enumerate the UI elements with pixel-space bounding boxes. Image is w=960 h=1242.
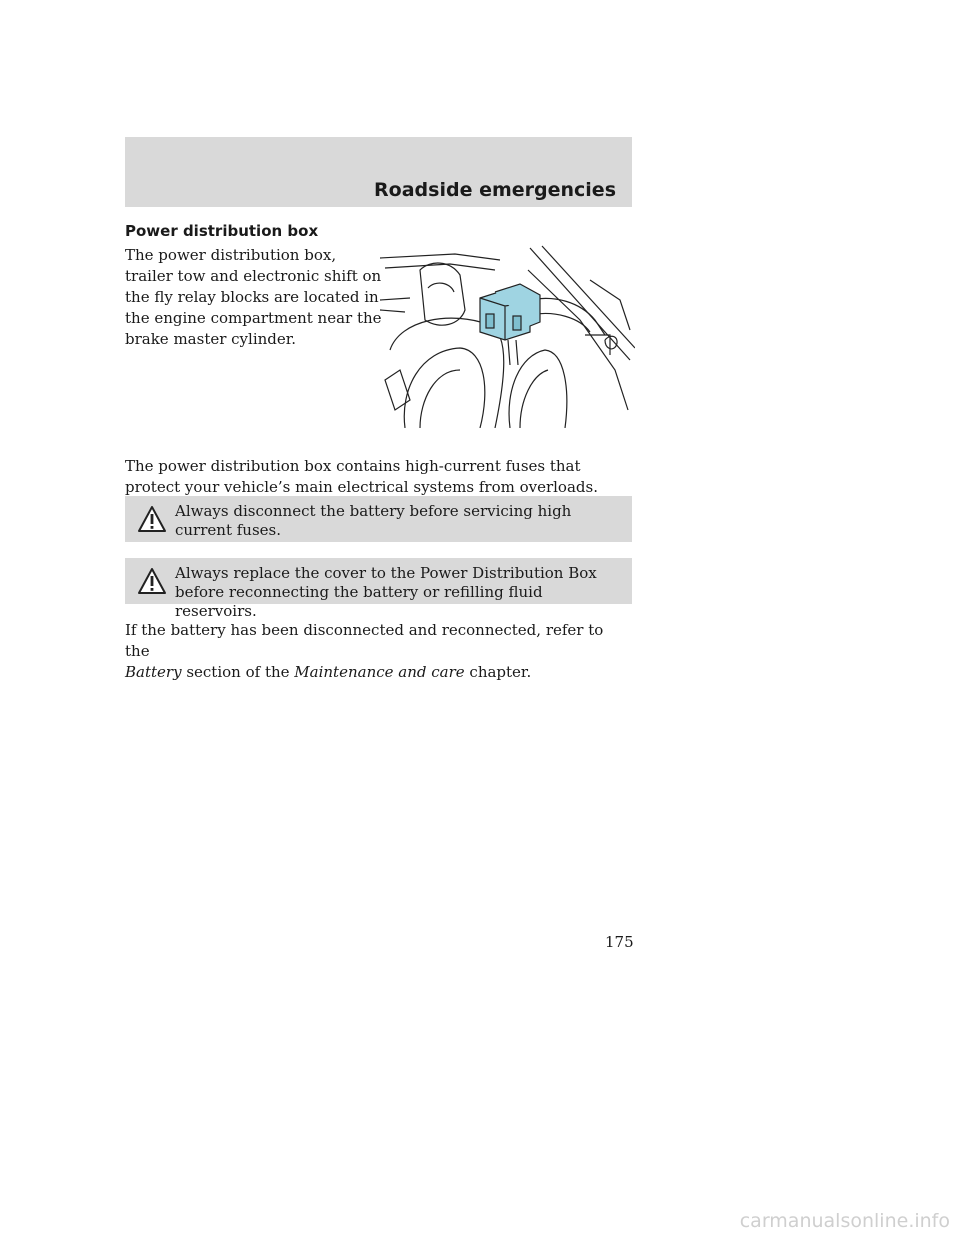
section-heading: Power distribution box [125,222,319,240]
engine-compartment-illustration [380,240,635,428]
page-number: 175 [605,933,634,951]
intro-paragraph: The power distribution box, trailer tow and electronic shift on the fly relay blocks are located in the engine compartment near the brake master cylinder. [125,246,382,348]
page-header-title: Roadside emergencies [374,179,616,201]
body-paragraph-2 [125,620,625,683]
maintenance-chapter-reference: Maintenance and care [294,663,465,681]
paragraph-2-text: If the battery has been disconnected and reconnected, refer to the [125,621,604,660]
paragraph-2-text: chapter. [469,663,532,681]
warning-box-2 [125,558,632,620]
battery-section-reference: Battery [125,663,182,681]
footer-watermark: carmanualsonline.info [739,1210,950,1232]
warning-text-1: Always disconnect the battery before servicing high current fuses. [175,502,572,539]
warning-text-2: Always replace the cover to the Power Distribution Box before reconnecting the battery or refilling fluid reservoirs. [175,564,597,620]
warning-triangle-icon [137,567,167,595]
paragraph-2-text: section of the [186,663,290,681]
warning-box-1 [125,496,632,542]
header-band [125,137,632,207]
warning-triangle-icon [137,505,167,533]
body-paragraph-1: The power distribution box contains high-current fuses that protect your vehicle’s main electrical systems from overloads. [125,457,598,496]
